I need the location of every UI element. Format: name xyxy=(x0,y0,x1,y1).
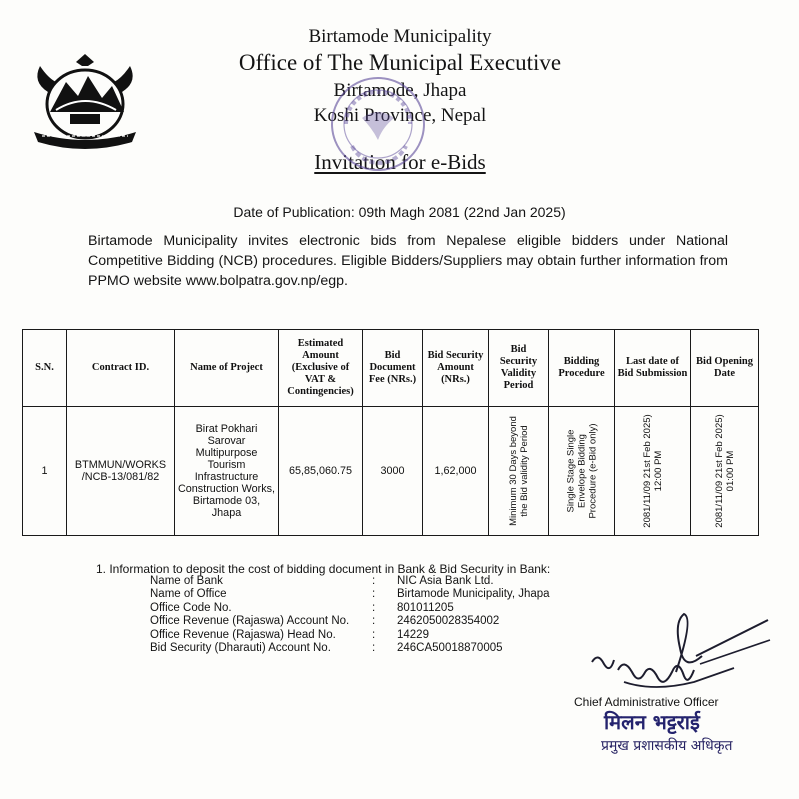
cell-project-name: Birat Pokhari Sarovar Multipurpose Tourism Infrastructure Construction Works, Birtamode 03, Jhapa xyxy=(175,407,279,536)
bank-label: Name of Bank xyxy=(150,575,223,587)
officer-name: मिलन भट्टराई xyxy=(604,710,700,734)
office-name: Office of The Municipal Executive xyxy=(238,50,562,75)
table-row xyxy=(23,407,759,536)
bid-table xyxy=(22,329,759,536)
office-stamp-icon xyxy=(322,68,434,180)
office-location: Birtamode, Jhapa xyxy=(333,80,467,101)
list-item: Office Revenue (Rajaswa) Account No. : 2462050028354002 xyxy=(150,615,500,628)
bank-value: Birtamode Municipality, Jhapa xyxy=(397,588,550,601)
list-item: Bid Security (Dharauti) Account No. : 246CA50018870005 xyxy=(150,641,503,654)
cell-sn: 1 xyxy=(23,407,67,536)
notice-title: Invitation for e-Bids xyxy=(314,150,486,174)
bank-label: Office Code No. xyxy=(150,601,232,614)
list-item: Name of Office : Birtamode Municipality, Jhapa xyxy=(150,588,550,601)
bank-value: 801011205 xyxy=(397,601,454,614)
header-project-name: Name of Project xyxy=(175,330,279,407)
header-last-date: Last date of Bid Submission xyxy=(615,330,691,407)
officer-role: Chief Administrative Officer xyxy=(574,695,719,709)
bank-label: Office Revenue (Rajaswa) Account No. xyxy=(150,615,350,628)
bank-value: NIC Asia Bank Ltd. xyxy=(397,575,494,587)
header-doc-fee: Bid Document Fee (NRs.) xyxy=(363,330,423,407)
header-estimated-amount: Estimated Amount (Exclusive of VAT & Contingencies) xyxy=(279,330,363,407)
bank-value: 2462050028354002 xyxy=(397,615,500,628)
header-security-amount: Bid Security Amount (NRs.) xyxy=(423,330,489,407)
bank-label: Bid Security (Dharauti) Account No. xyxy=(150,641,331,654)
publication-date: Date of Publication: 09th Magh 2081 (22nd Jan 2025) xyxy=(233,204,566,220)
bank-label: Name of Office xyxy=(150,588,227,601)
bank-info-title: 1. Information to deposit the cost of bidding document in Bank & Bid Security in Bank: xyxy=(96,562,551,576)
bank-value: 14229 xyxy=(397,628,429,641)
bank-label: Office Revenue (Rajaswa) Head No. xyxy=(150,628,336,641)
cell-doc-fee: 3000 xyxy=(363,407,423,536)
cell-procedure-text: Single Stage Single Envelope Bidding Procedure (e-Bid only) xyxy=(565,423,598,519)
municipality-name: Birtamode Municipality xyxy=(308,26,492,47)
header-contract-id: Contract ID. xyxy=(67,330,175,407)
bank-value: 246CA50018870005 xyxy=(397,641,503,654)
cell-estimated-amount: 65,85,060.75 xyxy=(279,407,363,536)
cell-validity xyxy=(489,407,549,536)
cell-validity-text: Minimum 30 Days beyond the Bid validity Period xyxy=(507,416,530,526)
officer-title: प्रमुख प्रशासकीय अधिकृत xyxy=(601,738,733,754)
cell-procedure xyxy=(549,407,615,536)
province-country: Koshi Province, Nepal xyxy=(313,105,487,126)
cell-last-date xyxy=(615,407,691,536)
header-procedure: Bidding Procedure xyxy=(549,330,615,407)
list-item: Name of Bank : NIC Asia Bank Ltd. xyxy=(150,575,494,587)
cell-opening-date-text: 2081/11/09 21st Feb 2025) 01:00 PM xyxy=(713,414,736,528)
signature-icon xyxy=(584,612,774,702)
table-header-row xyxy=(23,330,759,407)
list-item: Office Code No. : 801011205 xyxy=(150,601,454,614)
cell-contract-id: BTMMUN/WORKS /NCB-13/081/82 xyxy=(67,407,175,536)
cell-opening-date xyxy=(691,407,759,536)
cell-security-amount: 1,62,000 xyxy=(423,407,489,536)
nepal-emblem-icon xyxy=(26,52,144,150)
bank-info-list xyxy=(150,575,650,655)
intro-paragraph: Birtamode Municipality invites electronic bids from Nepalese eligible bidders under National Competitive Bidding (NCB) procedures. Eligible Bidders/Suppliers may obtain further information from PPMO website www.bolpatra.gov.np/egp. xyxy=(88,233,728,289)
list-item: Office Revenue (Rajaswa) Head No. : 14229 xyxy=(150,628,429,641)
cell-last-date-text: 2081/11/09 21st Feb 2025) 12:00 PM xyxy=(641,414,664,528)
header-sn: S.N. xyxy=(23,330,67,407)
header-opening-date: Bid Opening Date xyxy=(691,330,759,407)
header-validity: Bid Security Validity Period xyxy=(489,330,549,407)
